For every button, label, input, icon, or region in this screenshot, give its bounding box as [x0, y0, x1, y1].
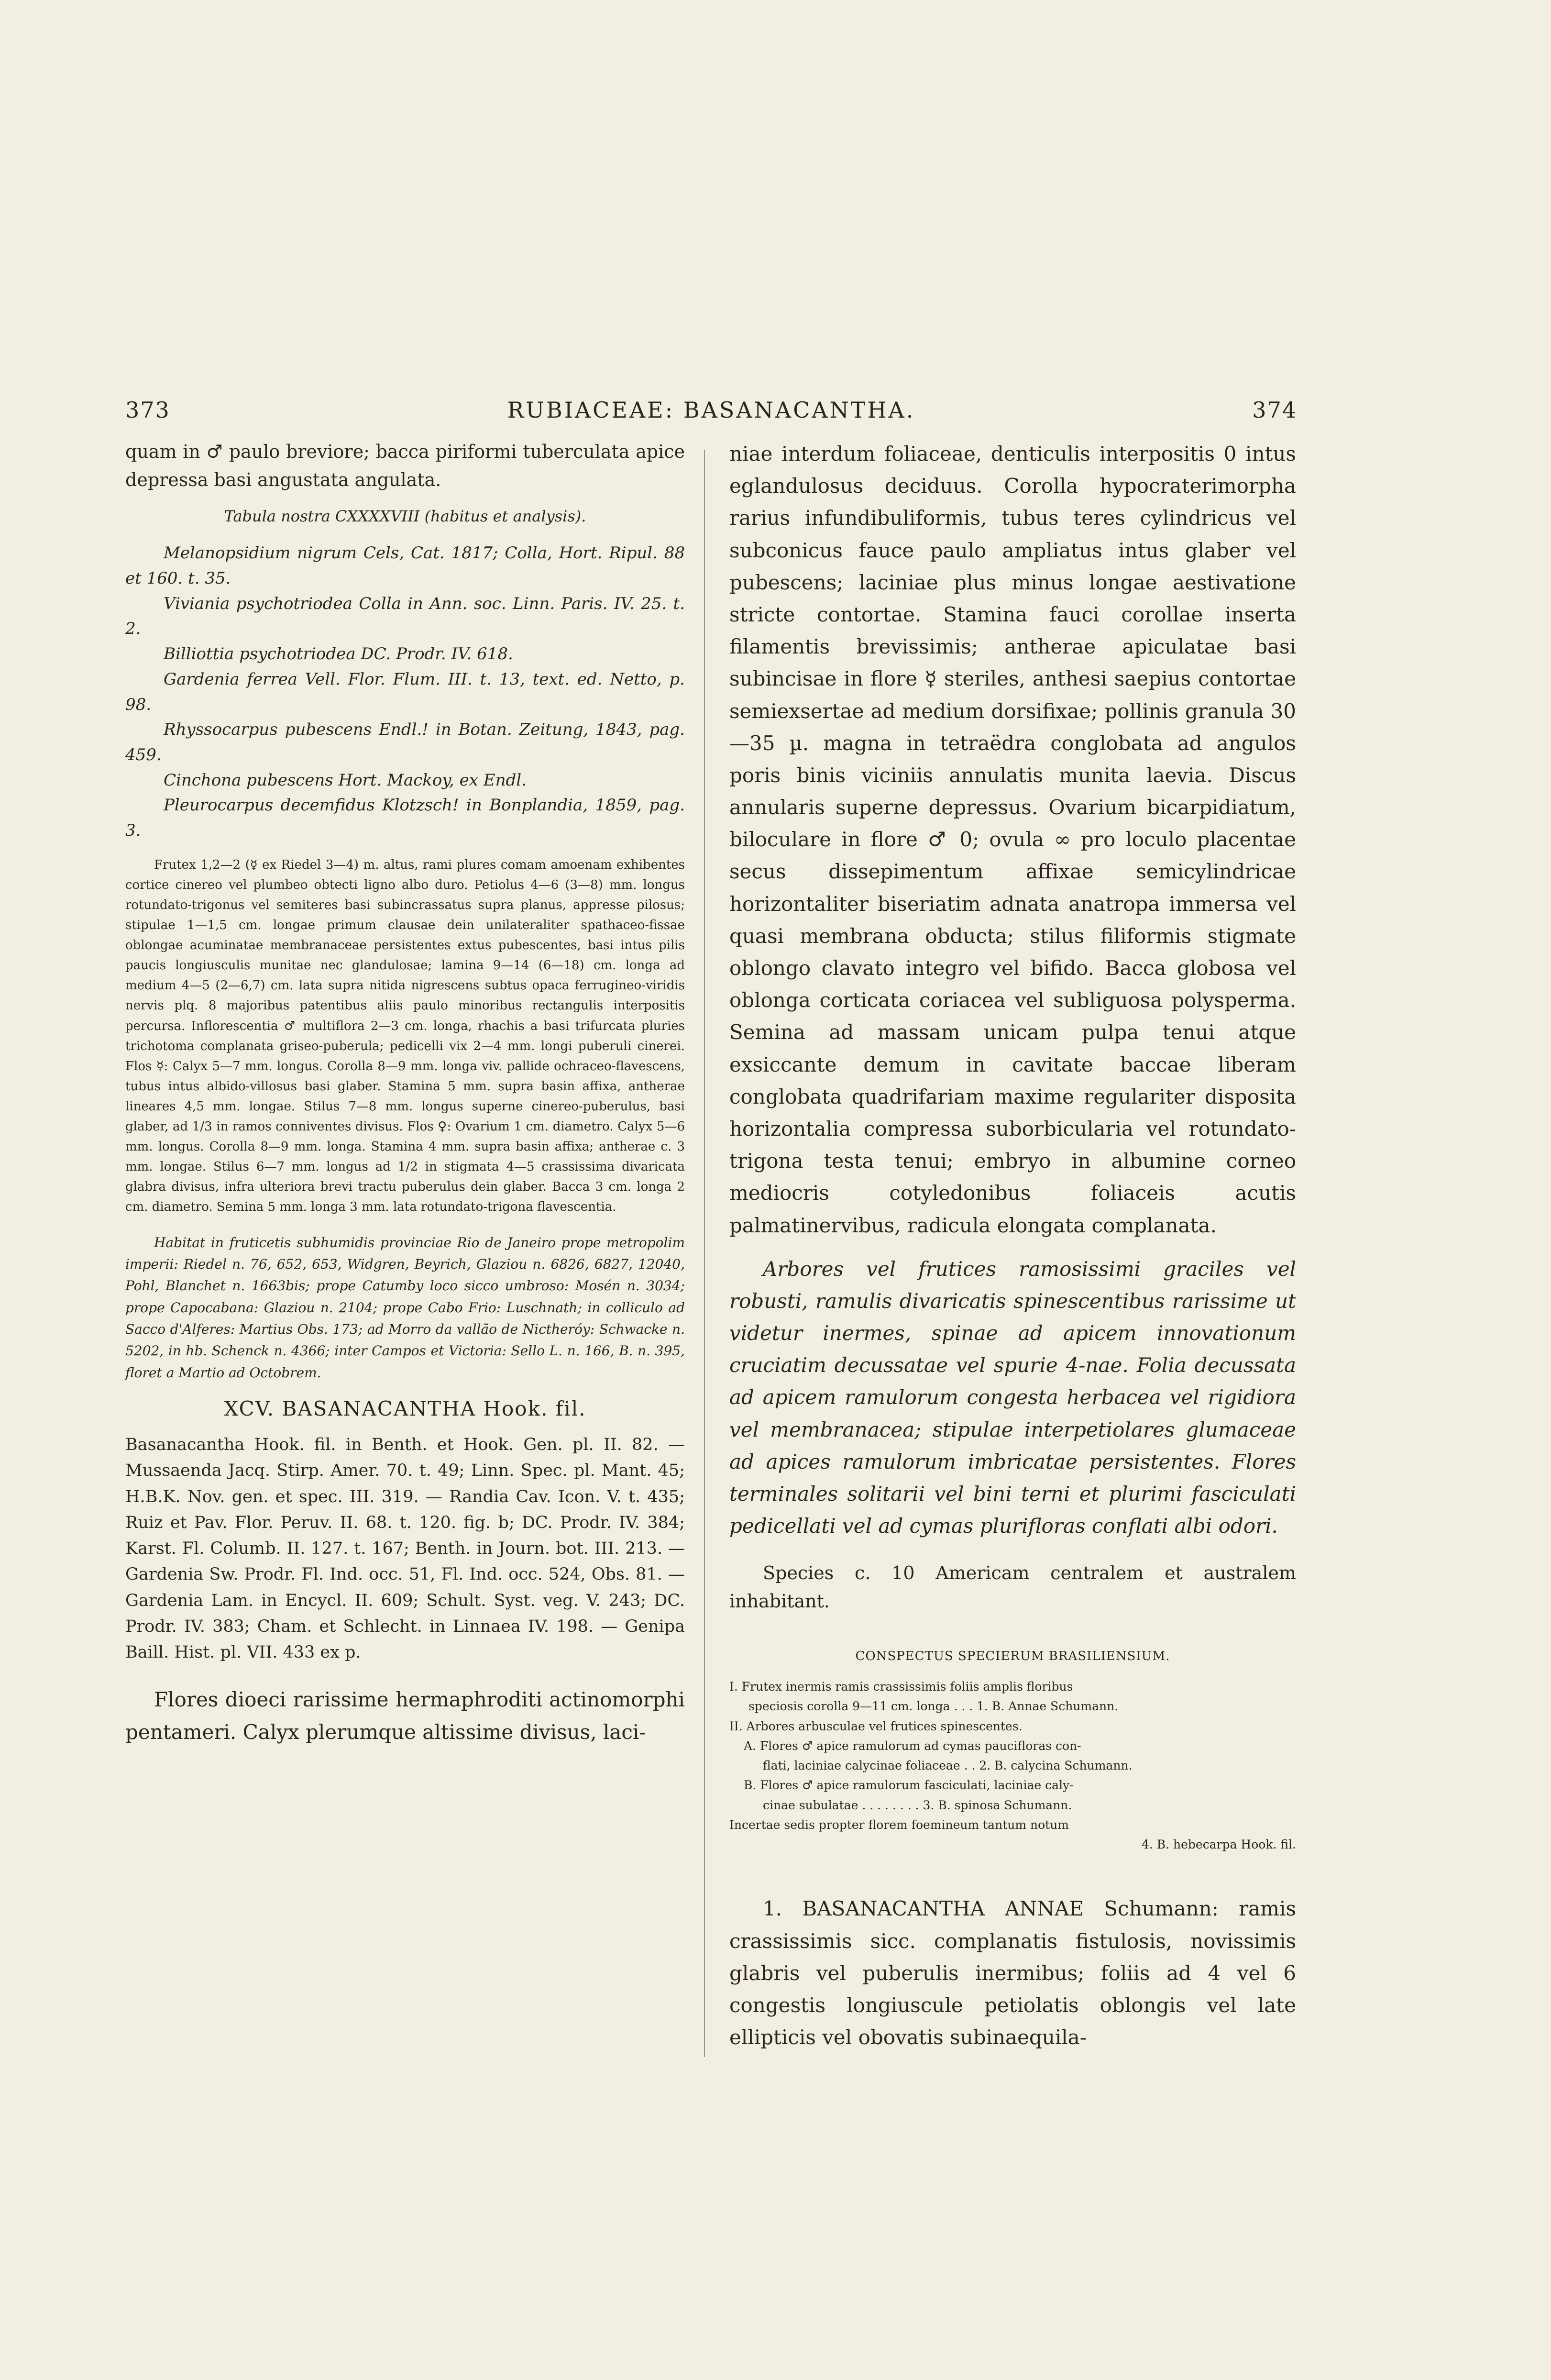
synonym-entry: Pleurocarpus decemfidus Klotzsch! in Bonplandia, 1859, pag. 3. [125, 796, 685, 840]
genus-description-continued: niae interdum foliaceae, denticulis interpositis 0 intus eglandulosus deciduus. Corolla hypocraterimorpha rarius infundibuliformis, tubus teres cylindricus vel subconicus fauce paulo ampliatus intus glaber vel pubescens; laciniae plus minus longae aestivatione stricte contortae. Stamina fauci corollae inserta filamentis brevissimis; antherae apiculatae basi subincisae in flore ☿ steriles, anthesi saepius contortae semiexsertae ad medium dorsifixae; pollinis granula 30—35 µ. magna in tetraëdra conglobata ad angulos poris binis viciniis annulatis munita laevia. Discus annularis superne depressus. Ovarium bicarpidiatum, biloculare in flore ♂ 0; ovula ∞ pro loculo placentae secus dissepimentum affixae semicylindricae horizontaliter biseriatim adnata anatropa immersa vel quasi membrana obducta; stilus filiformis stigmate oblongo clavato integro vel bifido. Bacca globosa vel oblonga corticata coriacea vel subliguosa polysperma. Semina ad massam unicam pulpa tenui atque exsiccante demum in cavitate baccae liberam conglobata quadrifariam maxime regulariter disposita horizontalia compressa suborbicularia vel rotundato-trigona testa tenui; embryo in albumine corneo mediocris cotyledonibus foliaceis acutis palmatinervibus, radicula elongata complanata. [729, 442, 1296, 1237]
column-divider [704, 450, 705, 2057]
synonym-entry: Rhyssocarpus pubescens Endl.! in Botan. Zeitung, 1843, pag. 459. [125, 720, 685, 764]
key-line: I. Frutex inermis ramis crassissimis foliis amplis floribus [729, 1680, 1073, 1694]
synonym-entry: Cinchona pubescens Hort. Mackoy, ex Endl. [164, 770, 527, 790]
key-line: A. Flores ♂ apice ramulorum ad cymas paucifloras con- [744, 1738, 1081, 1753]
habitat-paragraph: Habitat in fruticetis subhumidis provinciae Rio de Janeiro prope metropolim imperii: Riedel n. 76, 652, 653, Widgren, Beyrich, Glaziou n. 6826, 6827, 12040, Pohl, Blanchet n. 1663bis; prope Catumby loco sicco umbroso: Mosén n. 3034; prope Capocabana: Glaziou n. 2104; prope Cabo Frio: Luschnath; in colliculo ad Sacco d'Alferes: Martius Obs. 173; ad Morro da vallão de Nictheróy: Schwacke n. 5202, in hb. Schenck n. 4366; inter Campos et Victoria: Sello L. n. 166, B. n. 395, floret a Martio ad Octobrem. [125, 1234, 685, 1381]
conspectus-key [729, 1677, 1296, 1854]
species-count: Species c. 10 Americam centralem et australem inhabitant. [729, 1562, 1296, 1612]
genus-description-start: Flores dioeci rarissime hermaphroditi actinomorphi pentameri. Calyx plerumque altissime divisus, laci- [125, 1688, 685, 1744]
genus-heading: XCV. BASANACANTHA Hook. fil. [224, 1397, 586, 1421]
key-line: Incertae sedis propter florem foemineum tantum notum [729, 1817, 1069, 1832]
tabula-reference: Tabula nostra CXXXXVIII (habitus et analysis). [224, 507, 586, 525]
synonym-list [125, 541, 685, 843]
key-line: cinae subulatae . . . . . . . . 3. B. spinosa Schumann. [763, 1798, 1072, 1812]
synonym-entry: Billiottia psychotriodea DC. Prodr. IV. 618. [164, 644, 513, 664]
key-line: speciosis corolla 9—11 cm. longa . . . 1. B. Annae Schumann. [748, 1699, 1119, 1714]
key-line: II. Arbores arbusculae vel frutices spinescentes. [729, 1719, 1023, 1733]
species-description: Frutex 1,2—2 (☿ ex Riedel 3—4) m. altus, rami plures comam amoenam exhibentes cortice cinereo vel plumbeo obtecti ligno albo duro. Petiolus 4—6 (3—8) mm. longus rotundato-trigonus vel semiteres basi subincrassatus supra planus, appresse pilosus; stipulae 1—1,5 cm. longae primum clausae dein unilateraliter spathaceo-fissae oblongae acuminatae membranaceae persistentes extus pubescentes, basi intus pilis paucis longiusculis munitae nec glandulosae; lamina 9—14 (6—18) cm. longa ad medium 4—5 (2—6,7) cm. lata supra nitida nigrescens subtus opaca ferrugineo-viridis nervis plq. 8 majoribus patentibus aliis paulo minoribus rectangulis interpositis percursa. Inflorescentia ♂ multiflora 2—3 cm. longa, rhachis a basi trifurcata pluries trichotoma complanata griseo-puberula; pedicelli vix 2—4 mm. longi puberuli cinerei. Flos ☿: Calyx 5—7 mm. longus. Corolla 8—9 mm. longa viv. pallide ochraceo-flavescens, tubus intus albido-villosus basi glaber. Stamina 5 mm. supra basin affixa, antherae lineares 4,5 mm. longae. Stilus 7—8 mm. longus superne cinereo-puberulus, basi glaber, ad 1/3 in ramos conniventes divisus. Flos ♀: Ovarium 1 cm. diametro. Calyx 5—6 mm. longus. Corolla 8—9 mm. longa. Stamina 4 mm. supra basin affixa; antherae c. 3 mm. longae. Stilus 6—7 mm. longus ad 1/2 in stigmata 4—5 crassissima divaricata glabra divisus, infra ulteriora brevi tractu puberulus dein glaber. Bacca 3 cm. longa 2 cm. diametro. Semina 5 mm. longa 3 mm. lata rotundato-trigona flavescentia. [125, 857, 685, 1215]
page-number-left: 373 [125, 397, 170, 423]
genus-references: Basanacantha Hook. fil. in Benth. et Hook. Gen. pl. II. 82. — Mussaenda Jacq. Stirp. Amer. 70. t. 49; Linn. Spec. pl. Mant. 45; H.B.K. Nov. gen. et spec. III. 319. — Randia Cav. Icon. V. t. 435; Ruiz et Pav. Flor. Peruv. II. 68. t. 120. fig. b; DC. Prodr. IV. 384; Karst. Fl. Columb. II. 127. t. 167; Benth. in Journ. bot. III. 213. — Gardenia Sw. Prodr. Fl. Ind. occ. 51, Fl. Ind. occ. 524, Obs. 81. — Gardenia Lam. in Encycl. II. 609; Schult. Syst. veg. V. 243; DC. Prodr. IV. 383; Cham. et Schlecht. in Linnaea IV. 198. — Genipa Baill. Hist. pl. VII. 433 ex p. [125, 1435, 685, 1662]
left-column [125, 438, 685, 1757]
key-line: 4. B. hebecarpa Hook. fil. [1141, 1838, 1296, 1852]
species-intro-text: quam in ♂ paulo breviore; bacca piriformi tuberculata apice depressa basi angustata angulata. [125, 441, 685, 490]
conspectus-title: CONSPECTUS SPECIERUM BRASILIENSIUM. [855, 1649, 1170, 1664]
key-line: B. Flores ♂ apice ramulorum fasciculati, laciniae caly- [744, 1778, 1074, 1793]
right-column [729, 438, 1296, 2062]
genus-habit-paragraph: Arbores vel frutices ramosissimi graciles vel robusti, ramulis divaricatis spinescentibus rarissime ut videtur inermes, spinae ad apicem innovationum cruciatim decussatae vel spurie 4-nae. Folia decussata ad apicem ramulorum congesta herbacea vel rigidiora vel membranacea; stipulae interpetiolares glumaceae ad apices ramulorum imbricatae persistentes. Flores terminales solitarii vel bini terni et plurimi fasciculati pedicellati vel ad cymas plurifloras conflati albi odori. [729, 1257, 1296, 1538]
synonym-entry: Gardenia ferrea Vell. Flor. Flum. III. t. 13, text. ed. Netto, p. 98. [125, 669, 685, 714]
page-number-right: 374 [1252, 397, 1297, 423]
running-title: RUBIACEAE: BASANACANTHA. [507, 397, 915, 423]
key-line: flati, laciniae calycinae foliaceae . . 2. B. calycina Schumann. [763, 1759, 1133, 1773]
species-entry: 1. BASANACANTHA ANNAE Schumann: ramis crassissimis sicc. complanatis fistulosis, novissimis glabris vel puberulis inermibus; foliis ad 4 vel 6 congestis longiuscule petiolatis oblongis vel late ellipticis vel obovatis subinaequila- [729, 1897, 1296, 2049]
synonym-entry: Melanopsidium nigrum Cels, Cat. 1817; Colla, Hort. Ripul. 88 et 160. t. 35. [125, 543, 685, 588]
running-header [125, 397, 1297, 426]
synonym-entry: Viviania psychotriodea Colla in Ann. soc. Linn. Paris. IV. 25. t. 2. [125, 594, 685, 639]
